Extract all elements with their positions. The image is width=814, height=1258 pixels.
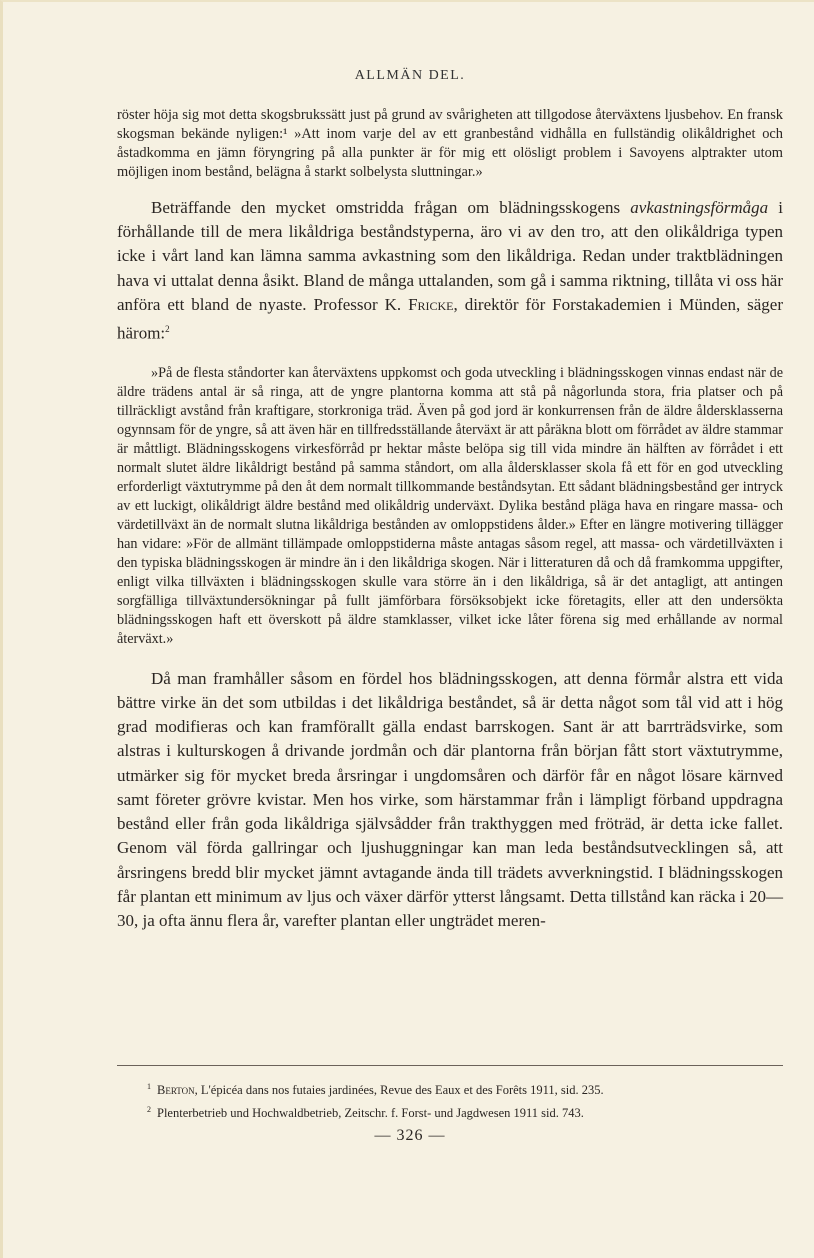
- running-header: ALLMÄN DEL.: [354, 68, 466, 83]
- footnote-mark: 1: [147, 1082, 151, 1091]
- footnote-1: [147, 1077, 787, 1100]
- paragraph-2-text-a: Beträffande den mycket omstridda frågan om blädningsskogens: [151, 198, 621, 217]
- paragraph-2-text-c: , direktör för Forstakademien i Münden, säger härom:: [117, 294, 783, 343]
- paragraph-2: [117, 196, 783, 346]
- footnote-mark: 2: [147, 1105, 151, 1115]
- footnotes: [147, 1077, 787, 1123]
- page-body: [117, 106, 783, 933]
- footnote-author: Berton: [157, 1083, 195, 1098]
- page-number: — 326 —: [374, 1127, 446, 1144]
- author-name: Fricke: [408, 294, 454, 314]
- paragraph-3: Då man framhåller såsom en fördel hos blädningsskogen, att denna förmår alstra ett vida bättre virke än det som utbildas i det likåldriga beståndet, så är detta något som tål vid att i hög grad modifieras och kan framförallt gälla endast barrskogen. Sant är att barrträdsvirke, som alstras i kulturskogen å drivande jordmån och där plantorna från början fått stort växtutrymme, utmärker sig för mycket breda årsringar i ungdomsåren och därför får en något lösare kärnved samt företer grövre kvistar. Men hos virke, som härstammar från i lämpligt förband uppdragna bestånd eller från goda likåldriga självsådder från trakthyggen med fröträd, är detta icke fallet. Genom väl förda gallringar och ljushuggningar kan man leda beståndsutvecklingen så, att årsringens bredd blir mycket jämnt avtagande ända till trädets avverkningstid. I blädningsskogen får plantan ett minimum av ljus och växer därför ytterst långsamt. Detta tillstånd kan räcka i 20—30, ja ofta ännu flera år, varefter plantan eller ungträdet meren-: [117, 668, 783, 930]
- footnote-text: , L'épicéa dans nos futaies jardinées, Revue des Eaux et des Forêts 1911, sid. 235.: [194, 1083, 604, 1098]
- footnote-text: Plenterbetrieb und Hochwaldbetrieb, Zeitschr. f. Forst- und Jagdwesen 1911 sid. 743.: [157, 1106, 584, 1121]
- block-quote: »På de flesta ståndorter kan återväxtens uppkomst och goda utveckling i blädningsskogen vinnas endast när de äldre trädens antal är så ringa, att de yngre plantorna komma att stå på någorlunda stora, fria platser och på tillräckligt avstånd från kraftigare, storkroniga träd. Även på god jord är konkurrensen från de äldre åldersklasserna ogynnsam för de yngre, så att även här en tillfredsställande återväxt är att påräkna blott om förrådet av äldre stammar är måttligt. Blädningsskogens virkesförråd pr hektar måste belöpa sig till vida mindre än hälften av förrådet i ett normalt slutet äldre likåldrigt bestånd på samma ståndort, om alla åldersklasser skola få ett för en god utveckling erforderligt växtutrymme på den åt dem normalt tillkommande beståndsytan. Ett sådant blädningsbestånd ger intryck av ett luckigt, olikåldrigt äldre bestånd med olikåldrig underväxt. Dylika bestånd pläga hava en ringare massa- och värdetillväxt än de normalt slutna likåldriga bestånden av omloppstidens ålder.» Efter en längre motivering tillägger han vidare: »För de allmänt tillämpade omloppstiderna måste antagas såsom regel, att massa- och värdetillväxten i den typiska blädningsskogen är mindre än i den likåldriga skogen. När i litteraturen då och då framkomma uppgifter, enligt vilka tillväxten i blädningsskogen skulle vara större än i den likåldriga, så är det antagligt, att antingen sorgfälliga tillväxtundersökningar på fullt jämförbara försöksobjekt icke företagits, eller att den undersökta blädningsskogen haft ett överskott på äldre stamklasser, vilket icke låter förena sig med erhållande av normal återväxt.»: [117, 364, 783, 647]
- paragraph-2-emphasis: avkastningsförmåga: [630, 198, 769, 217]
- footnote-ref-2: 2: [165, 324, 170, 335]
- paragraph-2-text-b: i förhållande till de mera likåldriga beståndstyperna, äro vi av den tro, att den olikåldriga typen icke i vårt land kan lämna samma avkastning som den likåldriga. Redan under traktblädningen hava vi uttalat denna åsikt. Bland de många uttalanden, som gå i samma riktning, tillåta vi oss här anföra ett bland de nyaste. Professor K.: [117, 198, 784, 314]
- footnote-divider: [117, 1065, 783, 1066]
- footnote-2: [147, 1100, 787, 1123]
- paragraph-1: röster höja sig mot detta skogsbrukssätt just på grund av svårigheten att tillgodose återväxtens ljusbehov. En fransk skogsman bekände nyligen:¹ »Att inom varje del av ett granbestånd vidhålla en fullständig olikåldrighet och åstadkomma en jämn föryngring på alla punkter är för mig ett olösligt problem i Savoyens alptrakter utom möjligen inom bestånd, belägna å starkt solbelysta sluttningar.»: [117, 107, 783, 180]
